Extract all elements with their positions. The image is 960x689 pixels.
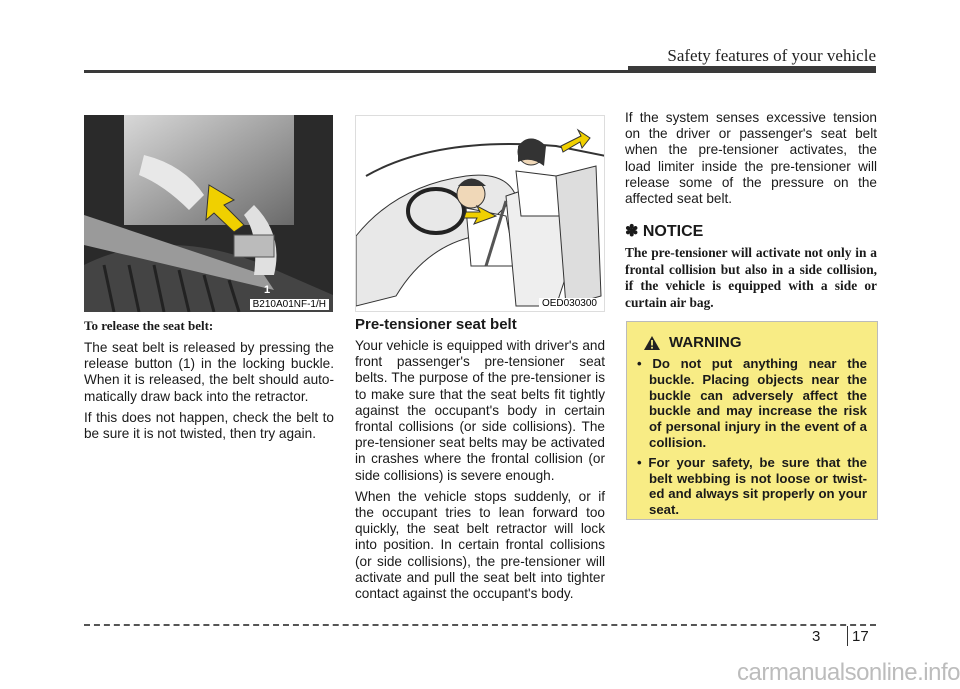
header-title: Safety features of your vehicle bbox=[667, 46, 876, 65]
warning-triangle-icon bbox=[643, 335, 661, 351]
warning-title: WARNING bbox=[669, 334, 742, 351]
paragraph: If this does not happen, check the belt to be sure it is not twisted, then try again. bbox=[84, 409, 334, 442]
seat-belt-buckle-illustration bbox=[84, 115, 333, 312]
paragraph: If the system senses excessive tension on the driver or passenger's seat belt when the pre-tensioner activates, the load limiter inside the pre-tensioner will release some of the pressure on the affected seat belt. bbox=[625, 110, 877, 207]
paragraph: Your vehicle is equipped with driver's and front passenger's pre-tensioner seat belts. The purpose of the pre-tensioner is to make sure that the seat belts fit tightly against the occupant's body in certain frontal collisions (or side collisions). The pre-tensioner seat belts may be activated in crashes where the frontal collision (or side collisions) is severe enough. bbox=[355, 338, 605, 483]
warning-item: • For your safety, be sure that the belt webbing is not loose or twist-ed and always sit properly on your seat. bbox=[637, 454, 867, 518]
car-interior-illustration bbox=[356, 116, 605, 312]
column-pretensioner bbox=[355, 316, 605, 607]
callout-label: 1 bbox=[264, 284, 271, 296]
page-divider bbox=[847, 626, 848, 646]
page-number: 17 bbox=[852, 628, 869, 645]
paragraph: When the vehicle stops suddenly, or if the occupant tries to lean forward too quickly, the seat belt retractor will lock into position. In certain frontal collisions (or side collisions), the pre-tensioner will activate and pull the seat belt into tighter contact against the occupant's body. bbox=[355, 488, 605, 602]
watermark: carmanualsonline.info bbox=[737, 659, 960, 686]
warning-list bbox=[637, 356, 867, 518]
warning-header bbox=[643, 334, 867, 351]
seat-belt-release-photo bbox=[84, 115, 333, 312]
notice-title: ✽ NOTICE bbox=[625, 223, 704, 241]
header-rule-accent bbox=[628, 66, 876, 73]
chapter-number: 3 bbox=[812, 628, 821, 645]
column-release bbox=[84, 318, 334, 447]
section-title: Pre-tensioner seat belt bbox=[355, 316, 517, 333]
footer-rule bbox=[84, 624, 876, 626]
notice-body: The pre-tensioner will activate not only in a frontal collision but also in a side collision, if the vehicle is equipped with a side or curtain air bag. bbox=[625, 245, 877, 310]
column-load-limiter bbox=[625, 110, 877, 311]
paragraph: The seat belt is released by pressing the release button (1) in the locking buckle. When it is released, the belt should auto-matically draw back into the retractor. bbox=[84, 340, 334, 404]
pretensioner-illustration bbox=[355, 115, 605, 312]
subheading: To release the seat belt: bbox=[84, 318, 214, 333]
warning-item: • Do not put anything near the buckle. Placing objects near the buckle can adversely affect the buckle and may increase the risk of personal injury in the event of a collision. bbox=[637, 356, 867, 450]
warning-box bbox=[626, 321, 878, 520]
figure-code: B210A01NF-1/H bbox=[250, 299, 329, 310]
figure-code: OED030300 bbox=[539, 298, 600, 309]
